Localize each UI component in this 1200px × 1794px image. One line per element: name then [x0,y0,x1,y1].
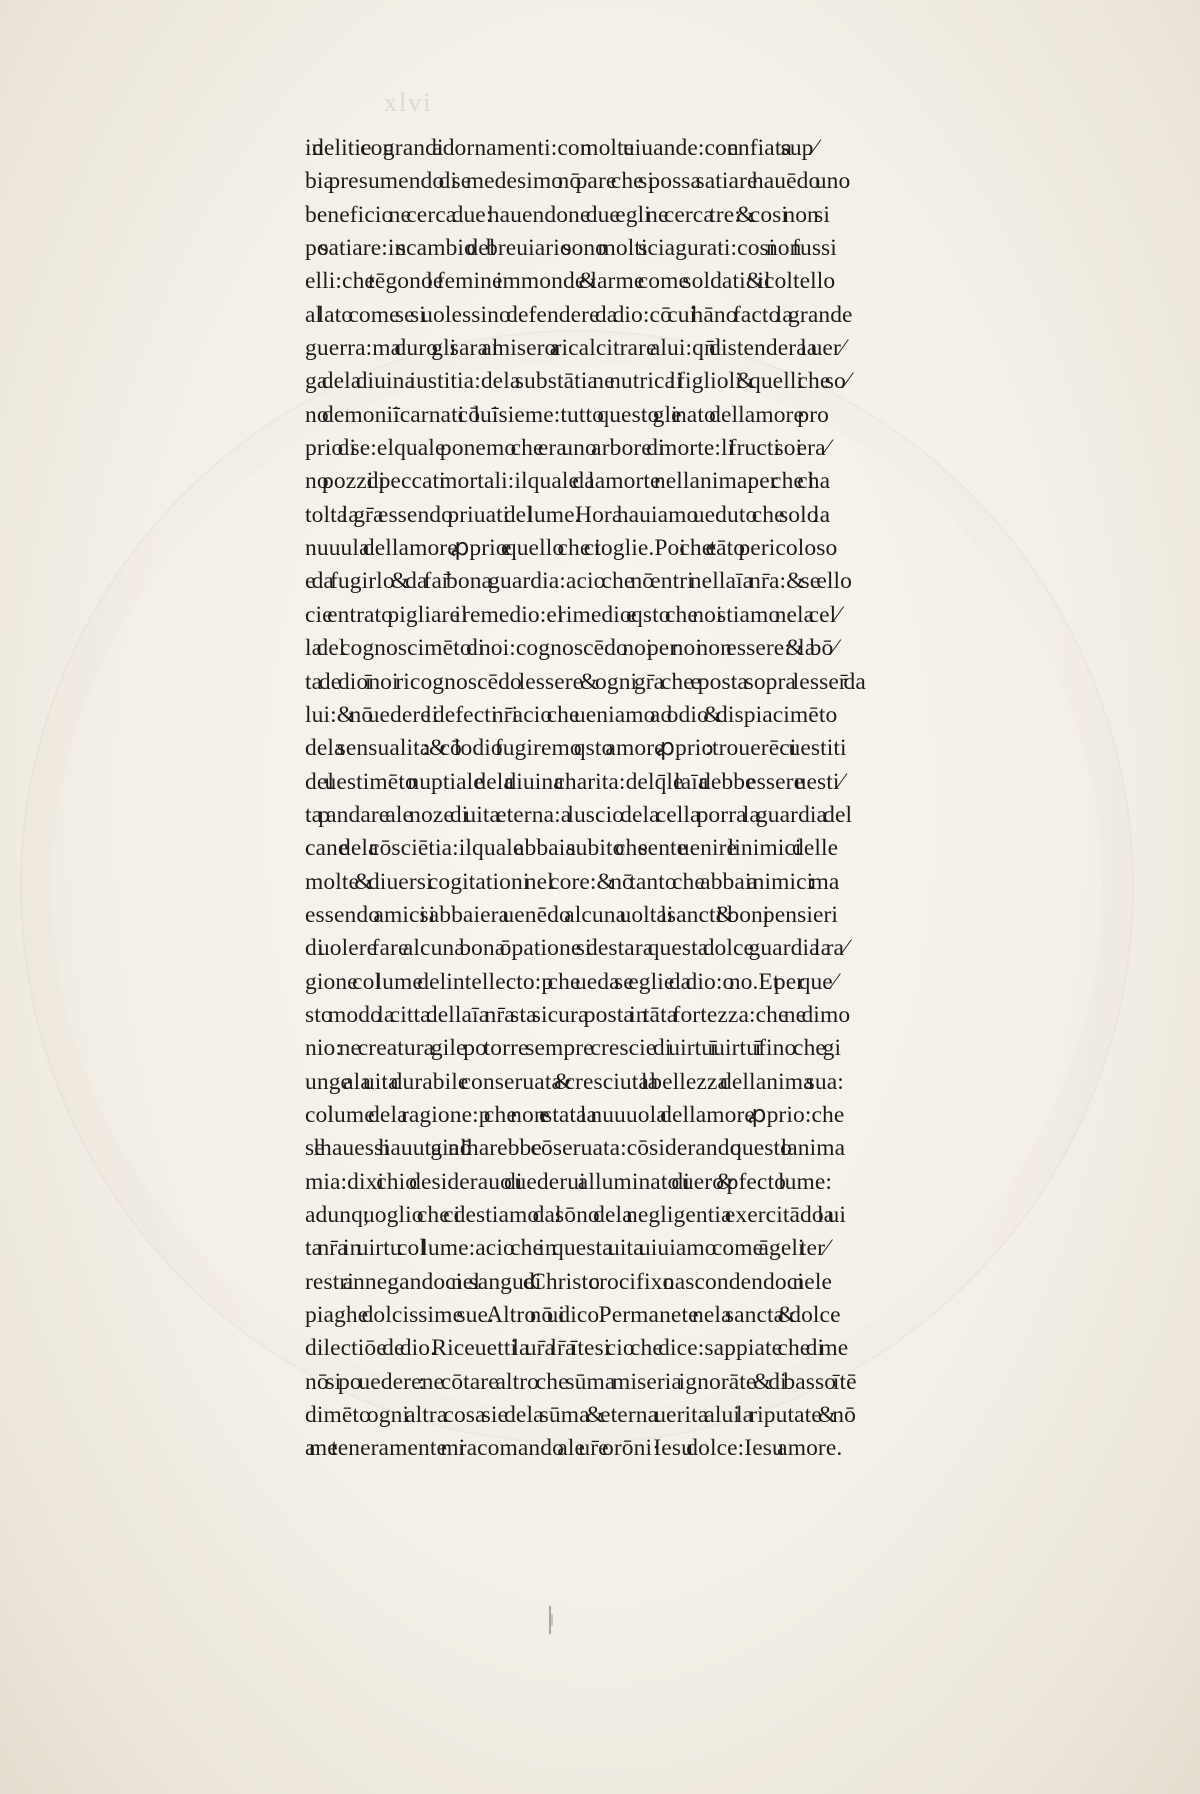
text-line: sto modo la citta dellaīa nr̄a sta sicura posta in tāta fortezza:che ne dimo [305,1001,851,1028]
text-block [305,132,1100,1466]
text-line: di uolere fare alcuna bona ōpatione si destara questa dolce guardia la ra⁄ [305,935,849,962]
text-line: nuuula dellamore ꝓprio e quello che ci toglie.Poi che e tāto pericoloso [305,535,838,562]
text-line: beneficio ne cerca due: hauendone due egli ne cerca tre: & cosi non si [305,201,831,228]
text-line: del uestimēto nuptiale dela diuina charita:delq̄le laīa debbe essere uesti⁄ [305,768,844,795]
text-line: cane dela cōsciētia:ilquale abbaia subito che sente uenire linimici delle [305,835,839,862]
gutter-mark-icon [547,1604,555,1638]
text-line: adunq; uoglio che ci destiamo dal sōno dela negligentia exercitādo la ui [305,1202,847,1228]
text-line: gione col lume delintellecto:p che ueda se eglie da dio:o no.Et per que⁄ [305,968,837,995]
text-line: al lato come se si uolessino defendere da dio:cō cui hāno facto la grande [305,301,853,328]
text-line: ta nr̄a in uirtu col lume:acio che in questa uita uiuiamo come āgeli ter⁄ [305,1235,830,1262]
text-line: no pozzi di peccati mortali:ilquale da lamorte nellanima: per che ci ha [305,468,831,495]
text-line: piaghe dolcissime sue. Altro nō ui dico. Permanete nela sancta & dolce [305,1302,841,1329]
text-line: dela sensualita :& cō lodio fugiremo qsto amore ꝓprio :trouerēci uestiti [305,735,847,762]
text-line: prio di se:elquale ponemo che era uno arbore di morte:li fructi soi era⁄ [305,435,830,462]
folio-number: xlvi [384,88,433,117]
text-line: guerra:ma duro gli sara al misero a ricalcitrare alui:qn̄ distendera la uer⁄ [305,335,845,362]
text-line: elli:che tēgono le femine immonde & larme come soldati: & il coltello [305,268,836,295]
text-line: po satiare:in scambio del breuiario sono molti sciagurati:cosi non fussi [305,235,837,262]
text-line: nio: ne creatura gile po torre sempre crescie di uirtu ī uirtu ī fino che gi [305,1035,842,1062]
text-line: in delitie con grandi adornamenti:con molte uiuande:con enfiata sup⁄ [305,135,818,161]
text-line: la del cognoscimēto di noi:cognoscēdo noi per noi non essere: & la bō⁄ [305,635,838,662]
text-line: ta de dio ī noi ricognoscēdo lessere & ogni gr̄a che e posta sopra lesser̄ da [305,668,866,695]
text-line: molte & diuersi cogitationi nel core:& nō tanto che abbai a nimici : ma [305,868,840,895]
text-line: nō si po uedere : ne cōtare altro che sūma miseria ignorāte & di basso ītē [305,1368,857,1395]
text-line: ga dela diuina iustitia:dela substātia ne nutrica li figlioli & quelli che so⁄ [305,368,850,395]
text-line: no demonii īcarnati cō lui īsieme:tutto questo gli e nato dellamore pro [305,401,829,428]
text-line: lui:& nō uedere li defecti nr̄i acio che ueniamo ad odio & dispiacimēto [305,701,838,728]
text-line: mia:dixi chio desiderauo di uederui alluminato di uero & pfecto lume: [305,1168,833,1195]
text-line: a me : teneramente mi racomando ale ur̄e orōni· Iesu dolce:Iesu amore. [305,1435,843,1462]
text-line: tolta la gr̄a essendo priuati del lume. Hora hauiamo ueduto che solo la [305,501,831,528]
text-line: cie entrato pigliare il remedio:el rimedio e qsto che noi stiamo nela cel⁄ [305,601,841,628]
text-line: se lhauessi hauuta gia nō lharebbe cōseruata:cōsiderando questo lanima [305,1135,846,1162]
text-line: ta p andare ale noze di uita eterna:a luscio dela cella porra la guardia del [305,801,853,828]
text-line: dilectiōe de dio. Riceuetti la ur̄a lr̄a ītesi cio che dice:sappiate che di me [305,1335,849,1362]
text-line: restri annegandoci nel sangue di Christo crocifixo nascondendoci nele [305,1268,832,1295]
text-line: e da fugirlo & da far̄ bona guardia:acio che nō entri nellaīa nr̄a:& se ello [305,568,853,595]
text-line: dimēto ogni altra cosa sie dela sūma & eterna uerita alui la riputate & nō [305,1402,856,1429]
text-line: essendo amici si abbaiera uenēdo alcuna uolta li sancti & boni pensieri [305,901,839,928]
text-line: unge ala uita durabile conseruata & cresciuta la bellezza dellanima sua: [305,1068,844,1095]
text-line: bia presumendo di se medesimo nō pare che si possa satiare hauēdo uno [305,168,851,195]
text-line: col lume dela ragione:p che non e stata la nuuuola dellamore ꝓprio:che [305,1101,845,1128]
